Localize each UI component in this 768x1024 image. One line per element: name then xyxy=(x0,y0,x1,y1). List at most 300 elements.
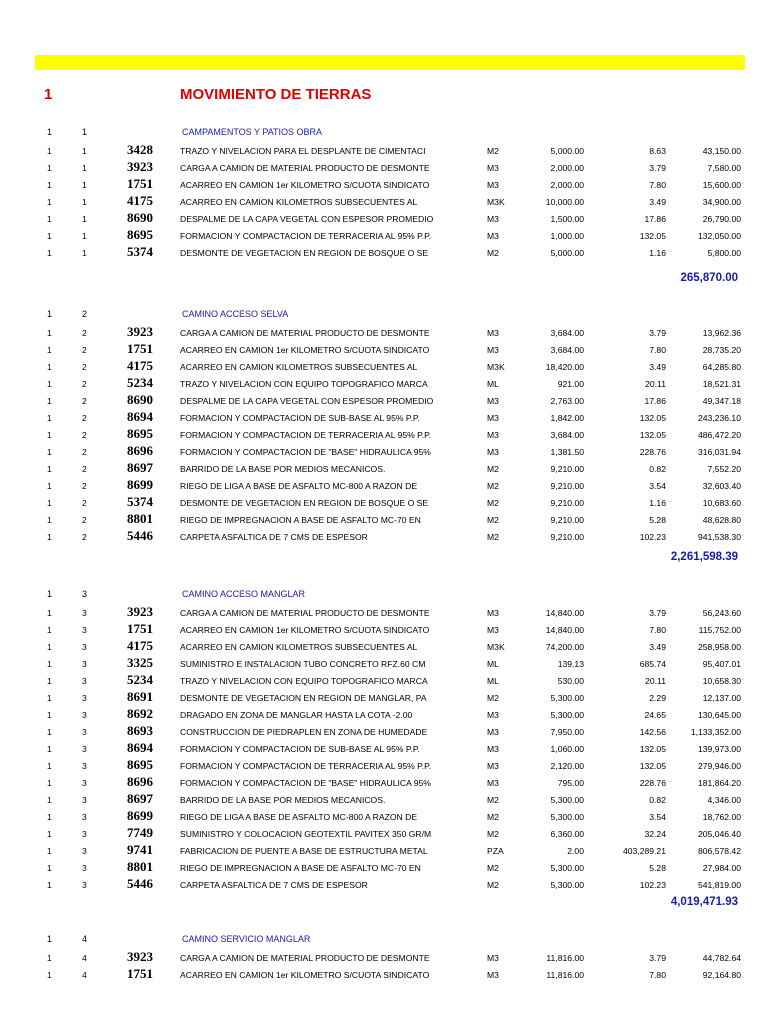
item-code: 1751 xyxy=(127,176,153,191)
item-description: ACARREO EN CAMION KILOMETROS SUBSECUENTES AL xyxy=(180,642,418,652)
section-header-row xyxy=(0,125,768,141)
item-unit: M3 xyxy=(487,744,499,754)
item-unit-price: 8.63 xyxy=(649,146,666,156)
item-unit: M3 xyxy=(487,231,499,241)
item-quantity: 3,684.00 xyxy=(550,328,584,338)
item-unit: M3 xyxy=(487,413,499,423)
row-index-a: 1 xyxy=(47,880,52,890)
row-index-b: 1 xyxy=(82,214,87,224)
row-index-b: 2 xyxy=(82,532,87,542)
item-unit-price: 132.05 xyxy=(639,430,666,440)
item-unit: M2 xyxy=(487,515,499,525)
item-quantity: 5,300.00 xyxy=(550,795,584,805)
item-code: 8695 xyxy=(127,757,153,772)
item-description: FORMACION Y COMPACTACION DE "BASE" HIDRAULICA 95% xyxy=(180,778,431,788)
table-row xyxy=(0,859,768,876)
item-amount: 258,958.00 xyxy=(697,642,741,652)
table-row xyxy=(0,210,768,227)
item-unit: M3 xyxy=(487,214,499,224)
section-total: 4,019,471.93 xyxy=(670,896,738,908)
item-unit: M3 xyxy=(487,447,499,457)
row-index-a: 1 xyxy=(47,676,52,686)
item-amount: 486,472.20 xyxy=(697,430,741,440)
row-index-a: 1 xyxy=(47,659,52,669)
table-row xyxy=(0,706,768,723)
item-amount: 32,603.40 xyxy=(702,481,741,491)
item-description: SUMINISTRO Y COLOCACION GEOTEXTIL PAVITEX 350 GR/M xyxy=(180,829,432,839)
item-unit: M3 xyxy=(487,608,499,618)
row-index-a: 1 xyxy=(47,214,52,224)
table-row xyxy=(0,392,768,409)
item-amount: 279,946.00 xyxy=(697,761,741,771)
row-index-a: 1 xyxy=(47,863,52,873)
row-index-b: 2 xyxy=(82,413,87,423)
table-row xyxy=(0,409,768,426)
item-unit-price: 5.28 xyxy=(649,863,666,873)
item-amount: 48,628.80 xyxy=(702,515,741,525)
row-index-a: 1 xyxy=(47,608,52,618)
item-quantity: 2,000.00 xyxy=(550,163,584,173)
item-unit: M3 xyxy=(487,328,499,338)
row-index-b: 1 xyxy=(82,163,87,173)
item-unit: M3K xyxy=(487,197,505,207)
item-quantity: 11,816.00 xyxy=(546,970,584,980)
item-code: 3325 xyxy=(127,655,153,670)
item-quantity: 2,763.00 xyxy=(550,396,584,406)
item-amount: 1,133,352.00 xyxy=(690,727,741,737)
item-unit: M2 xyxy=(487,532,499,542)
table-row xyxy=(0,655,768,672)
row-index-a: 1 xyxy=(47,481,52,491)
row-index-a: 1 xyxy=(47,829,52,839)
section-title: CAMINO ACCESO MANGLAR xyxy=(182,589,306,599)
item-code: 7749 xyxy=(127,825,153,840)
item-amount: 13,962.36 xyxy=(702,328,741,338)
table-row xyxy=(0,341,768,358)
row-index-b: 3 xyxy=(82,625,87,635)
row-index-b: 3 xyxy=(82,676,87,686)
item-description: CONSTRUCCION DE PIEDRAPLEN EN ZONA DE HUMEDADE xyxy=(180,727,428,737)
item-quantity: 5,300.00 xyxy=(550,863,584,873)
item-unit: ML xyxy=(487,379,499,389)
item-amount: 92,164.80 xyxy=(702,970,741,980)
table-row xyxy=(0,244,768,261)
item-unit: M2 xyxy=(487,829,499,839)
item-description: DESMONTE DE VEGETACION EN REGION DE MANGLAR, PA xyxy=(180,693,427,703)
item-unit: PZA xyxy=(487,846,504,856)
table-row xyxy=(0,876,768,893)
row-index-a: 1 xyxy=(47,515,52,525)
row-index-b: 3 xyxy=(82,795,87,805)
section-header-row xyxy=(0,587,768,603)
item-amount: 15,600.00 xyxy=(702,180,741,190)
item-description: TRAZO Y NIVELACION CON EQUIPO TOPOGRAFICO MARCA xyxy=(180,379,428,389)
item-unit: M3K xyxy=(487,362,505,372)
item-quantity: 5,300.00 xyxy=(550,880,584,890)
table-row xyxy=(0,740,768,757)
item-unit-price: 132.05 xyxy=(639,761,666,771)
item-description: ACARREO EN CAMION KILOMETROS SUBSECUENTES AL xyxy=(180,362,418,372)
item-unit: M3 xyxy=(487,625,499,635)
item-description: DESPALME DE LA CAPA VEGETAL CON ESPESOR PROMEDIO xyxy=(180,214,434,224)
item-code: 3923 xyxy=(127,159,153,174)
section-total: 2,261,598.39 xyxy=(670,551,738,563)
item-quantity: 7,950.00 xyxy=(550,727,584,737)
section-index-a: 1 xyxy=(47,127,53,137)
item-unit-price: 7.80 xyxy=(649,625,666,635)
item-code: 5446 xyxy=(127,528,153,543)
item-code: 8699 xyxy=(127,477,153,492)
item-code: 1751 xyxy=(127,621,153,636)
item-description: CARPETA ASFALTICA DE 7 CMS DE ESPESOR xyxy=(180,880,368,890)
table-row xyxy=(0,672,768,689)
item-code: 8697 xyxy=(127,460,153,475)
section-index-b: 4 xyxy=(82,934,88,944)
table-row xyxy=(0,604,768,621)
item-code: 8696 xyxy=(127,774,153,789)
row-index-b: 2 xyxy=(82,481,87,491)
item-unit: M2 xyxy=(487,248,499,258)
item-quantity: 14,840.00 xyxy=(545,625,584,635)
item-unit: M3 xyxy=(487,727,499,737)
item-description: FORMACION Y COMPACTACION DE TERRACERIA AL 95% P.P. xyxy=(180,231,432,241)
row-index-a: 1 xyxy=(47,197,52,207)
item-unit: M2 xyxy=(487,880,499,890)
item-description: CARGA A CAMION DE MATERIAL PRODUCTO DE DESMONTE xyxy=(180,953,430,963)
row-index-a: 1 xyxy=(47,642,52,652)
item-code: 3923 xyxy=(127,324,153,339)
item-description: RIEGO DE IMPREGNACION A BASE DE ASFALTO MC-70 EN xyxy=(180,515,421,525)
item-unit-price: 32.24 xyxy=(644,829,666,839)
table-row xyxy=(0,689,768,706)
row-index-b: 2 xyxy=(82,515,87,525)
item-code: 8691 xyxy=(127,689,153,704)
item-unit: M3 xyxy=(487,710,499,720)
item-unit-price: 3.79 xyxy=(649,163,666,173)
item-unit-price: 132.05 xyxy=(639,744,666,754)
item-unit: M2 xyxy=(487,146,499,156)
item-description: BARRIDO DE LA BASE POR MEDIOS MECANICOS. xyxy=(180,795,386,805)
table-row xyxy=(0,842,768,859)
item-code: 8690 xyxy=(127,210,153,225)
item-code: 9741 xyxy=(127,842,153,857)
item-code: 5234 xyxy=(127,672,153,687)
item-description: FABRICACION DE PUENTE A BASE DE ESTRUCTURA METAL xyxy=(180,846,428,856)
item-description: CARGA A CAMION DE MATERIAL PRODUCTO DE DESMONTE xyxy=(180,608,430,618)
item-amount: 132,050.00 xyxy=(697,231,741,241)
item-unit-price: 7.80 xyxy=(649,180,666,190)
item-amount: 10,683.60 xyxy=(702,498,741,508)
section-total: 265,870.00 xyxy=(680,272,738,284)
item-amount: 243,236.10 xyxy=(697,413,741,423)
row-index-b: 1 xyxy=(82,197,87,207)
row-index-a: 1 xyxy=(47,328,52,338)
item-quantity: 9,210.00 xyxy=(550,498,584,508)
item-unit-price: 0.82 xyxy=(649,795,666,805)
row-index-a: 1 xyxy=(47,970,52,980)
row-index-b: 3 xyxy=(82,846,87,856)
row-index-a: 1 xyxy=(47,795,52,805)
item-unit-price: 3.49 xyxy=(649,197,666,207)
section-title: CAMINO SERVICIO MANGLAR xyxy=(182,934,311,944)
item-description: CARGA A CAMION DE MATERIAL PRODUCTO DE DESMONTE xyxy=(180,328,430,338)
row-index-b: 2 xyxy=(82,430,87,440)
table-row xyxy=(0,966,768,983)
table-row xyxy=(0,227,768,244)
row-index-b: 3 xyxy=(82,761,87,771)
row-index-a: 1 xyxy=(47,846,52,856)
item-unit: M3 xyxy=(487,345,499,355)
item-description: ACARREO EN CAMION 1er KILOMETRO S/CUOTA SINDICATO xyxy=(180,345,430,355)
item-description: FORMACION Y COMPACTACION DE SUB-BASE AL 95% P.P. xyxy=(180,744,420,754)
section-title: CAMINO ACCESO SELVA xyxy=(182,309,289,319)
item-amount: 316,031.94 xyxy=(697,447,741,457)
item-unit-price: 102.23 xyxy=(639,880,666,890)
item-unit-price: 1.16 xyxy=(649,498,666,508)
row-index-b: 2 xyxy=(82,464,87,474)
row-index-a: 1 xyxy=(47,447,52,457)
item-unit: ML xyxy=(487,676,499,686)
item-amount: 4,346.00 xyxy=(707,795,741,805)
table-row xyxy=(0,949,768,966)
item-quantity: 18,420.00 xyxy=(545,362,584,372)
item-amount: 28,735.20 xyxy=(702,345,741,355)
item-unit: M3 xyxy=(487,163,499,173)
item-unit: M3 xyxy=(487,430,499,440)
item-quantity: 5,000.00 xyxy=(550,248,584,258)
table-row xyxy=(0,159,768,176)
row-index-a: 1 xyxy=(47,231,52,241)
item-unit: M2 xyxy=(487,812,499,822)
item-unit-price: 3.79 xyxy=(649,953,666,963)
item-description: TRAZO Y NIVELACION CON EQUIPO TOPOGRAFICO MARCA xyxy=(180,676,428,686)
item-code: 8699 xyxy=(127,808,153,823)
row-index-a: 1 xyxy=(47,362,52,372)
item-description: CARPETA ASFALTICA DE 7 CMS DE ESPESOR xyxy=(180,532,368,542)
item-description: DESMONTE DE VEGETACION EN REGION DE BOSQUE O SE xyxy=(180,248,429,258)
row-index-a: 1 xyxy=(47,625,52,635)
item-unit: M2 xyxy=(487,795,499,805)
item-unit-price: 7.80 xyxy=(649,970,666,980)
row-index-b: 2 xyxy=(82,328,87,338)
item-unit-price: 2.29 xyxy=(649,693,666,703)
section-index-b: 2 xyxy=(82,309,88,319)
row-index-b: 3 xyxy=(82,642,87,652)
item-amount: 205,046.40 xyxy=(697,829,741,839)
table-row xyxy=(0,426,768,443)
row-index-b: 2 xyxy=(82,447,87,457)
item-description: ACARREO EN CAMION 1er KILOMETRO S/CUOTA SINDICATO xyxy=(180,180,430,190)
item-amount: 139,973.00 xyxy=(697,744,741,754)
item-unit: M3 xyxy=(487,778,499,788)
item-unit: M2 xyxy=(487,693,499,703)
item-quantity: 139.13 xyxy=(557,659,584,669)
item-amount: 43,150.00 xyxy=(702,146,741,156)
item-amount: 95,407.01 xyxy=(702,659,741,669)
row-index-a: 1 xyxy=(47,744,52,754)
item-code: 1751 xyxy=(127,341,153,356)
item-amount: 44,782.64 xyxy=(702,953,741,963)
row-index-a: 1 xyxy=(47,778,52,788)
item-amount: 541,819.00 xyxy=(697,880,741,890)
item-description: FORMACION Y COMPACTACION DE TERRACERIA AL 95% P.P. xyxy=(180,761,432,771)
item-amount: 18,521.31 xyxy=(702,379,741,389)
row-index-b: 1 xyxy=(82,231,87,241)
item-code: 8695 xyxy=(127,426,153,441)
item-amount: 941,538.30 xyxy=(697,532,741,542)
item-code: 8695 xyxy=(127,227,153,242)
section-index-a: 1 xyxy=(47,309,53,319)
row-index-a: 1 xyxy=(47,180,52,190)
item-amount: 115,752.00 xyxy=(698,625,741,635)
row-index-b: 3 xyxy=(82,710,87,720)
item-code: 3428 xyxy=(127,142,153,157)
item-unit-price: 3.79 xyxy=(649,328,666,338)
item-code: 8690 xyxy=(127,392,153,407)
item-quantity: 9,210.00 xyxy=(550,515,584,525)
row-index-a: 1 xyxy=(47,379,52,389)
item-unit: M3 xyxy=(487,396,499,406)
table-row xyxy=(0,494,768,511)
item-unit-price: 17.86 xyxy=(644,396,666,406)
item-code: 1751 xyxy=(127,966,153,981)
table-row xyxy=(0,477,768,494)
item-amount: 27,984.00 xyxy=(702,863,741,873)
item-amount: 18,762.00 xyxy=(702,812,741,822)
item-unit: M3 xyxy=(487,970,499,980)
item-quantity: 14,840.00 xyxy=(545,608,584,618)
row-index-a: 1 xyxy=(47,413,52,423)
item-amount: 130,645.00 xyxy=(697,710,741,720)
row-index-b: 4 xyxy=(82,953,87,963)
item-unit-price: 7.80 xyxy=(649,345,666,355)
item-unit-price: 3.79 xyxy=(649,608,666,618)
item-unit-price: 228.76 xyxy=(639,447,666,457)
item-quantity: 1,842.00 xyxy=(550,413,584,423)
row-index-a: 1 xyxy=(47,727,52,737)
item-amount: 7,552.20 xyxy=(707,464,741,474)
item-description: ACARREO EN CAMION 1er KILOMETRO S/CUOTA SINDICATO xyxy=(180,625,430,635)
item-unit-price: 685.74 xyxy=(639,659,666,669)
item-code: 3923 xyxy=(127,949,153,964)
row-index-a: 1 xyxy=(47,498,52,508)
section-index-a: 1 xyxy=(47,934,53,944)
table-row xyxy=(0,774,768,791)
row-index-a: 1 xyxy=(47,163,52,173)
item-quantity: 11,816.00 xyxy=(546,953,584,963)
item-amount: 10,658.30 xyxy=(702,676,741,686)
item-quantity: 5,000.00 xyxy=(550,146,584,156)
item-unit-price: 3.54 xyxy=(649,812,666,822)
row-index-a: 1 xyxy=(47,430,52,440)
section-index-b: 3 xyxy=(82,589,88,599)
item-code: 5446 xyxy=(127,876,153,891)
table-row xyxy=(0,808,768,825)
item-description: DESPALME DE LA CAPA VEGETAL CON ESPESOR PROMEDIO xyxy=(180,396,434,406)
row-index-b: 2 xyxy=(82,396,87,406)
item-code: 8694 xyxy=(127,740,153,755)
row-index-a: 1 xyxy=(47,532,52,542)
item-code: 5374 xyxy=(127,494,153,509)
item-unit-price: 132.05 xyxy=(639,231,666,241)
chapter-title: MOVIMIENTO DE TIERRAS xyxy=(180,86,372,103)
row-index-a: 1 xyxy=(47,248,52,258)
section-title: CAMPAMENTOS Y PATIOS OBRA xyxy=(182,127,323,137)
section-header-row xyxy=(0,932,768,948)
item-quantity: 9,210.00 xyxy=(550,464,584,474)
row-index-b: 1 xyxy=(82,180,87,190)
item-quantity: 2,120.00 xyxy=(550,761,584,771)
row-index-b: 3 xyxy=(82,659,87,669)
item-unit-price: 20.11 xyxy=(645,676,666,686)
item-unit-price: 20.11 xyxy=(645,379,666,389)
item-unit: M3 xyxy=(487,953,499,963)
section-header-row xyxy=(0,307,768,323)
row-index-b: 2 xyxy=(82,379,87,389)
item-unit: M3 xyxy=(487,180,499,190)
item-code: 4175 xyxy=(127,638,153,653)
row-index-b: 3 xyxy=(82,778,87,788)
item-unit-price: 3.54 xyxy=(649,481,666,491)
item-code: 8697 xyxy=(127,791,153,806)
item-code: 8693 xyxy=(127,723,153,738)
item-quantity: 3,684.00 xyxy=(550,345,584,355)
item-description: ACARREO EN CAMION KILOMETROS SUBSECUENTES AL xyxy=(180,197,418,207)
item-amount: 7,580.00 xyxy=(707,163,741,173)
table-row xyxy=(0,142,768,159)
item-amount: 56,243.60 xyxy=(702,608,741,618)
item-code: 8694 xyxy=(127,409,153,424)
item-quantity: 2.00 xyxy=(567,846,584,856)
table-row xyxy=(0,375,768,392)
item-code: 8801 xyxy=(127,859,153,874)
item-unit-price: 142.56 xyxy=(639,727,666,737)
item-code: 4175 xyxy=(127,193,153,208)
row-index-b: 2 xyxy=(82,498,87,508)
item-description: SUMINISTRO E INSTALACION TUBO CONCRETO RFZ.60 CM xyxy=(180,659,426,669)
row-index-b: 3 xyxy=(82,880,87,890)
row-index-a: 1 xyxy=(47,693,52,703)
item-unit-price: 102.23 xyxy=(639,532,666,542)
item-unit: M2 xyxy=(487,863,499,873)
table-row xyxy=(0,791,768,808)
item-description: FORMACION Y COMPACTACION DE TERRACERIA AL 95% P.P. xyxy=(180,430,432,440)
row-index-a: 1 xyxy=(47,345,52,355)
item-quantity: 1,500.00 xyxy=(550,214,584,224)
row-index-a: 1 xyxy=(47,812,52,822)
item-amount: 5,800.00 xyxy=(707,248,741,258)
item-quantity: 795.00 xyxy=(557,778,584,788)
item-description: RIEGO DE IMPREGNACION A BASE DE ASFALTO MC-70 EN xyxy=(180,863,421,873)
item-quantity: 5,300.00 xyxy=(550,710,584,720)
item-description: FORMACION Y COMPACTACION DE SUB-BASE AL 95% P.P. xyxy=(180,413,420,423)
item-quantity: 6,360.00 xyxy=(550,829,584,839)
item-unit: M3 xyxy=(487,761,499,771)
row-index-b: 3 xyxy=(82,727,87,737)
item-amount: 26,790.00 xyxy=(702,214,741,224)
item-quantity: 1,381.50 xyxy=(550,447,584,457)
table-row xyxy=(0,825,768,842)
row-index-b: 2 xyxy=(82,362,87,372)
row-index-b: 1 xyxy=(82,248,87,258)
item-code: 3923 xyxy=(127,604,153,619)
table-row xyxy=(0,511,768,528)
table-row xyxy=(0,358,768,375)
section-index-b: 1 xyxy=(82,127,88,137)
row-index-a: 1 xyxy=(47,953,52,963)
item-amount: 49,347.18 xyxy=(702,396,741,406)
row-index-a: 1 xyxy=(47,710,52,720)
